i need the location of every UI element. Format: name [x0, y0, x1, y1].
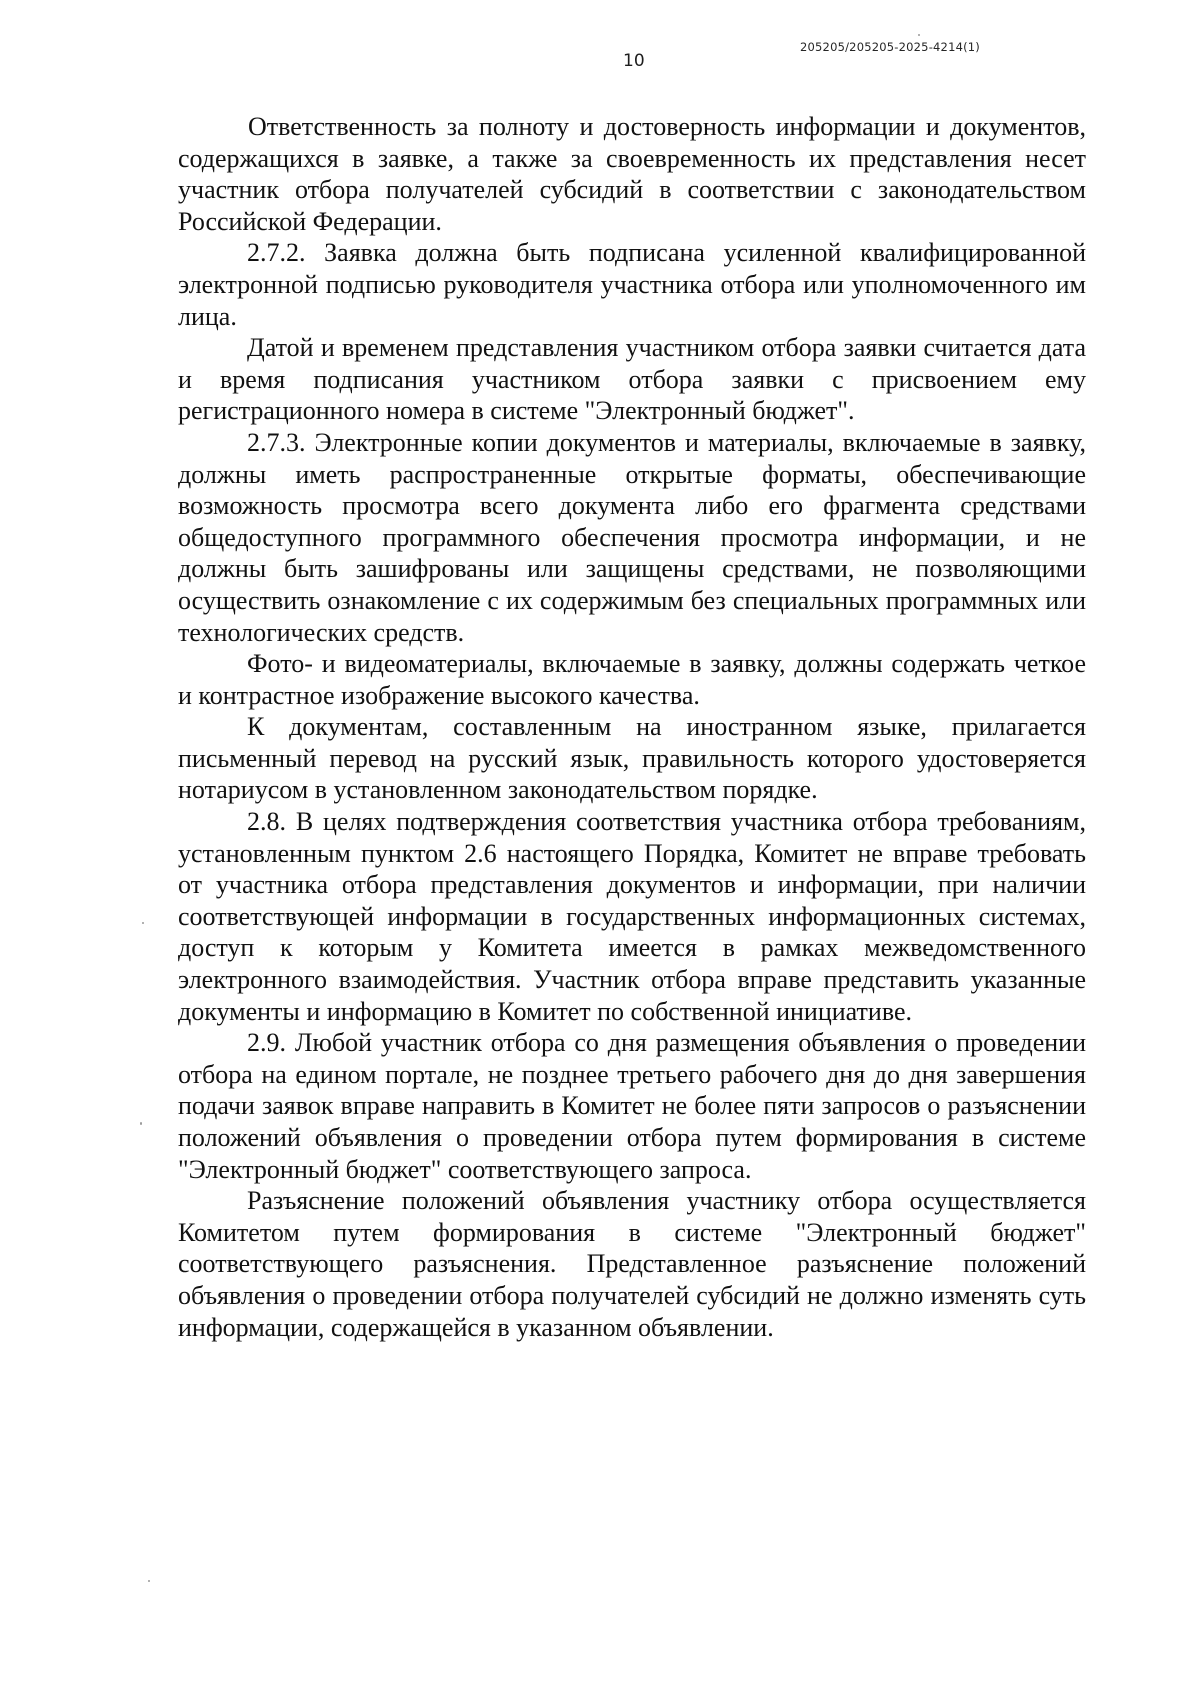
- scan-speck: [140, 1122, 142, 1125]
- page-number: 10: [623, 51, 645, 71]
- scan-speck: [148, 1580, 150, 1582]
- scan-speck: [142, 922, 144, 924]
- paragraph-clarification: Разъяснение положений объявления участнику отбора осуществляется Комитетом путем формирования в системе "Электронный бюджет" соответствующего разъяснения. Представленное разъяснение положений объявления о проведении отбора получателей субсидий не должно изменять суть информации, содержащейся в указанном объявлении.: [178, 1186, 1086, 1342]
- paragraph-foreign-language: К документам, составленным на иностранном языке, прилагается письменный перевод на русский язык, правильность которого удостоверяется нотариусом в установленном законодательством порядке.: [178, 712, 1086, 805]
- document-body: [178, 111, 1086, 1343]
- paragraph-2-7-3: 2.7.3. Электронные копии документов и материалы, включаемые в заявку, должны иметь распространенные открытые форматы, обеспечивающие возможность просмотра всего документа либо его фрагмента средствами общедоступного программного обеспечения просмотра информации, и не должны быть зашифрованы или защищены средствами, не позволяющими осуществить ознакомление с их содержимым без специальных программных или технологических средств.: [178, 427, 1086, 647]
- paragraph-2-7-2: 2.7.2. Заявка должна быть подписана усиленной квалифицированной электронной подписью руководителя участника отбора или уполномоченного им лица.: [178, 238, 1086, 331]
- paragraph-photo-video: Фото- и видеоматериалы, включаемые в заявку, должны содержать четкое и контрастное изображение высокого качества.: [178, 649, 1086, 710]
- paragraph-2-8: 2.8. В целях подтверждения соответствия участника отбора требованиям, установленным пунктом 2.6 настоящего Порядка, Комитет не вправе требовать от участника отбора представления документов и информации, при наличии соответствующей информации в государственных информационных системах, доступ к которым у Комитета имеется в рамках межведомственного электронного взаимодействия. Участник отбора вправе представить указанные документы и информацию в Комитет по собственной инициативе.: [178, 807, 1086, 1026]
- paragraph-2-9: 2.9. Любой участник отбора со дня размещения объявления о проведении отбора на едином портале, не позднее третьего рабочего дня до дня завершения подачи заявок вправе направить в Комитет не более пяти запросов о разъяснении положений объявления о проведении отбора путем формирования в системе "Электронный бюджет" соответствующего запроса.: [178, 1028, 1086, 1184]
- paragraph-submission-date: Датой и временем представления участником отбора заявки считается дата и время подписания участником отбора заявки с присвоением ему регистрационного номера в системе "Электронный бюджет".: [178, 333, 1086, 426]
- paragraph-responsibility: Ответственность за полноту и достоверность информации и документов, содержащихся в заявке, а также за своевременность их представления несет участник отбора получателей субсидий в соответствии с законодательством Российской Федерации.: [178, 112, 1086, 236]
- scan-speck: [918, 34, 920, 36]
- document-registration-id: 205205/205205-2025-4214(1): [800, 40, 980, 54]
